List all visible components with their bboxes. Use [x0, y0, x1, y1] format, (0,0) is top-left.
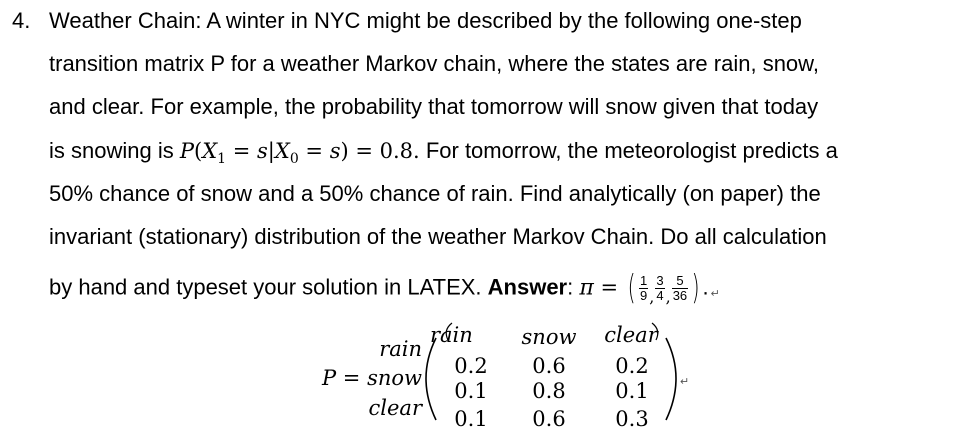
- matrix-col-label-rain: rain: [430, 323, 473, 347]
- matrix-row-label-snow-line: [318, 366, 422, 390]
- paragraph-mark-icon: ↵: [710, 288, 720, 301]
- answer-fraction-2: $\frac{3}{4}$: [656, 273, 664, 303]
- answer-open-paren: (: [627, 268, 636, 309]
- problem-line-3: and clear. For example, the probability that tomorrow will snow given that today: [49, 94, 819, 119]
- problem-line-7: by hand and typeset your solution in LATEX. Answer: π = ( $\frac{1}{9}$ $_,$ $\frac{3}{4}$ $_,$ $\frac{5}{36}$ ) . ↵: [49, 268, 720, 309]
- matrix-row-label-clear: clear: [368, 396, 422, 420]
- answer-fraction-3: $\frac{5}{36}$: [672, 273, 688, 303]
- answer-close-paren: ): [691, 268, 700, 309]
- answer-label: Answer: [487, 274, 568, 300]
- matrix-cell-2-1: 0.6: [532, 407, 566, 431]
- problem-line-5: 50% chance of snow and a 50% chance of rain. Find analytically (on paper) the: [49, 181, 821, 206]
- problem-number: 4.: [12, 8, 31, 33]
- matrix-cell-0-0: 0.2: [454, 354, 488, 378]
- matrix-row-label-rain: rain: [379, 337, 422, 361]
- problem-line-6: invariant (stationary) distribution of the weather Markov Chain. Do all calculation: [49, 224, 827, 249]
- matrix-col-label-snow: snow: [521, 325, 577, 349]
- matrix-cell-0-2: 0.2: [615, 354, 649, 378]
- line7-text: by hand and typeset your solution in LATEX.: [49, 274, 488, 300]
- answer-fraction-1: $\frac{1}{9}$: [640, 273, 648, 303]
- answer-period: .: [702, 274, 709, 300]
- matrix-equals: =: [342, 366, 361, 390]
- matrix-cell-0-1: 0.6: [532, 354, 566, 378]
- matrix-cell-2-0: 0.1: [454, 407, 488, 431]
- line4-text-post: For tomorrow, the meteorologist predicts a: [419, 138, 838, 163]
- answer-colon: :: [567, 274, 580, 300]
- matrix-paragraph-mark-icon: ↵: [680, 376, 690, 388]
- matrix-row-label-snow: snow: [367, 366, 422, 390]
- matrix-cell-2-2: 0.3: [615, 407, 649, 431]
- problem-line-1: Weather Chain: A winter in NYC might be described by the following one-step: [49, 8, 802, 33]
- probability-expression: $P(X_1 = s|X_0 = s) = 0.8$.: [179, 139, 420, 167]
- pi-symbol: π: [579, 275, 594, 301]
- matrix-cell-1-1: 0.8: [532, 379, 566, 403]
- matrix-left-paren: [426, 338, 436, 420]
- matrix-col-label-clear: clear: [604, 323, 658, 347]
- matrix-name: P: [321, 366, 337, 390]
- problem-line-2: transition matrix P for a weather Markov chain, where the states are rain, snow,: [49, 51, 819, 76]
- pi-equals: =: [593, 275, 625, 300]
- line4-text-pre: is snowing is: [49, 138, 180, 163]
- matrix-right-paren: [666, 338, 676, 420]
- matrix-cell-1-0: 0.1: [454, 379, 488, 403]
- matrix-cell-1-2: 0.1: [615, 379, 649, 403]
